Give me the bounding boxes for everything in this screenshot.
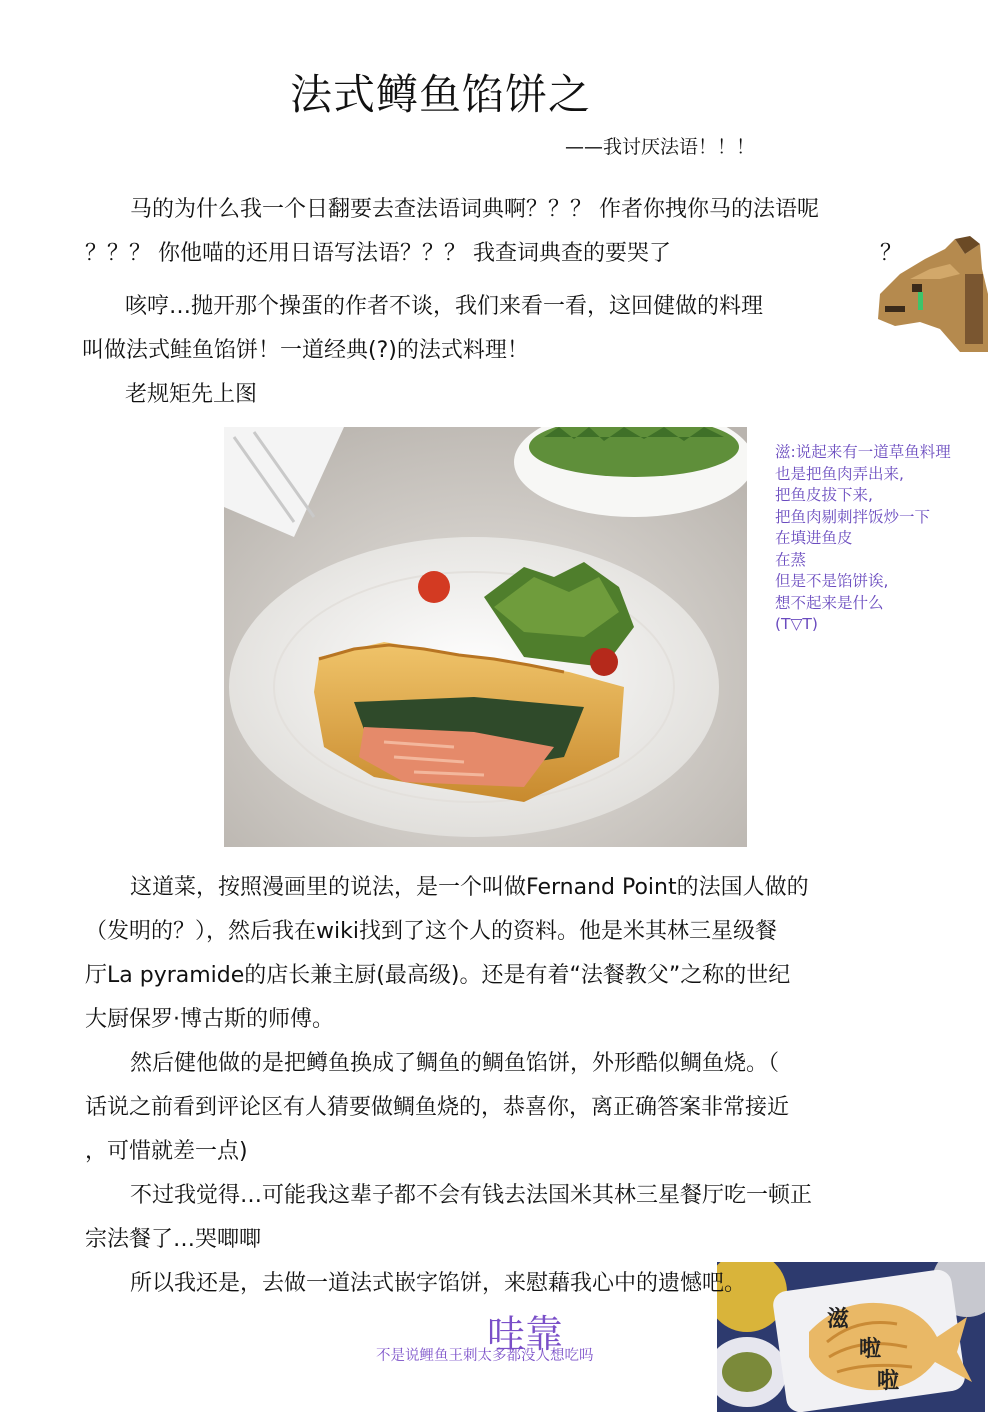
side-note-line: 把鱼皮拔下来, — [775, 486, 873, 504]
intro-line-2: ？？？ 你他喵的还用日语写法语？？？ 我查词典查的要哭了 — [85, 241, 671, 266]
para2-line-1: 咳哼…抛开那个操蛋的作者不谈，我们来看一看，这回健做的料理 — [125, 294, 764, 319]
body-p1-line-1: 这道菜，按照漫画里的说法，是一个叫做Fernand Point的法国人做的 — [130, 875, 809, 900]
para2-line-2: 叫做法式鲑鱼馅饼！一道经典(?)的法式料理！ — [82, 338, 529, 363]
body-p2-line-2: 话说之前看到评论区有人猜要做鲷鱼烧的，恭喜你，离正确答案非常接近 — [85, 1095, 790, 1120]
page-subtitle: ——我讨厌法语！！！ — [565, 136, 756, 158]
body-p4: 所以我还是，去做一道法式嵌字馅饼，来慰藉我心中的遗憾吧。 — [130, 1271, 747, 1296]
page-title: 法式鳟鱼馅饼之 — [290, 70, 592, 119]
body-p2-line-1: 然后健他做的是把鳟鱼换成了鲷鱼的鲷鱼馅饼，外形酷似鲷鱼烧。（ — [130, 1051, 780, 1076]
dish-label-zi: 滋 — [827, 1307, 850, 1332]
para3: 老规矩先上图 — [125, 382, 258, 407]
side-note-line: (T▽T) — [775, 615, 818, 633]
side-note-line: 把鱼肉剔刺拌饭炒一下 — [775, 507, 931, 526]
body-p3-line-2: 宗法餐了…哭唧唧 — [85, 1227, 262, 1252]
body-p2-line-3: ，可惜就差一点) — [85, 1139, 248, 1164]
side-note-line: 在蒸 — [775, 550, 807, 569]
side-note-line: 但是不是馅饼诶, — [775, 572, 889, 590]
side-note-line: 想不起来是什么 — [775, 593, 884, 612]
carp-pie-photo — [717, 1262, 985, 1412]
dish-label-la-2: 啦 — [877, 1369, 900, 1394]
body-p1-line-3: 厅La pyramide的店长兼主厨(最高级)。还是有着“法餐教父”之称的世纪 — [85, 963, 791, 988]
side-note-line: 在填进鱼皮 — [775, 529, 853, 547]
intro-line-1: 马的为什么我一个日翻要去查法语词典啊？？？ 作者你拽你马的法语呢 — [130, 197, 819, 222]
dish-label-la-1: 啦 — [859, 1337, 882, 1362]
wow-exclamation: 哇靠 — [487, 1312, 564, 1356]
body-p1-line-4: 大厨保罗·博古斯的师傅。 — [85, 1007, 334, 1032]
body-p3-line-1: 不过我觉得…可能我这辈子都不会有钱去法国米其林三星餐厅吃一顿正 — [130, 1183, 813, 1208]
salmon-pie-photo — [224, 427, 747, 847]
side-note — [775, 442, 990, 636]
side-note-line: 滋:说起来有一道草鱼料理 — [775, 443, 951, 461]
intro-line-2-end: ？ — [880, 241, 903, 266]
side-note-line: 也是把鱼肉弄出来, — [775, 464, 904, 483]
body-p1-line-2: （发明的？），然后我在wiki找到了这个人的资料。他是米其林三星级餐 — [85, 919, 777, 944]
horse-head-sticker — [870, 234, 990, 354]
wow-note: 不是说鲤鱼王刺太多都没人想吃吗 — [376, 1348, 594, 1364]
